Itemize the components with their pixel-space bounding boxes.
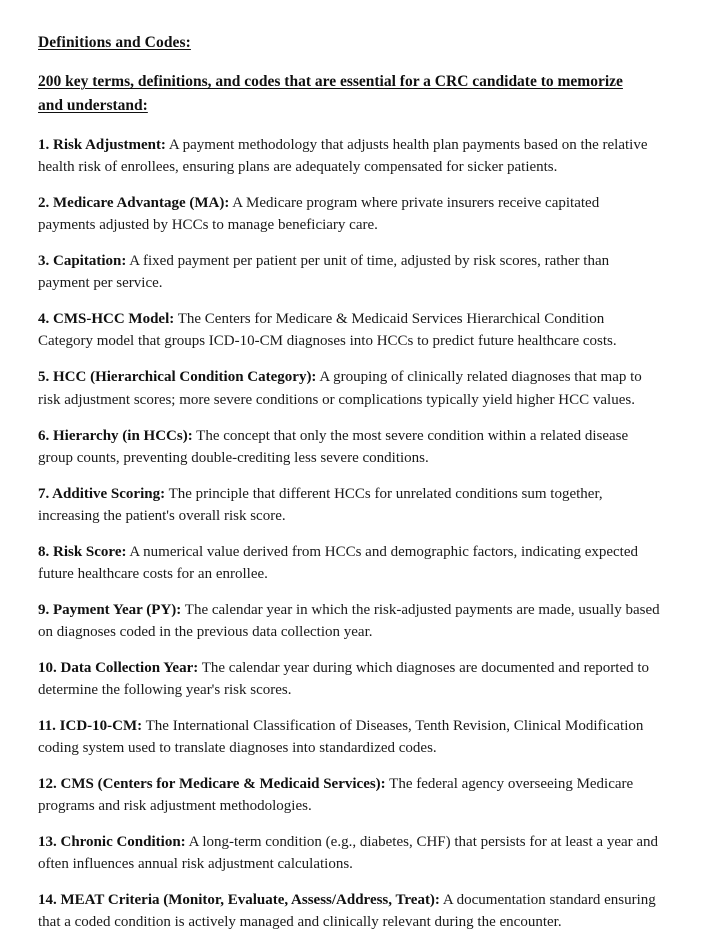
definition-text: The federal agency overseeing Medicare programs and risk adjustment methodologies. (38, 776, 634, 815)
definition-entry (38, 192, 660, 236)
definition-term: 7. Additive Scoring: (38, 485, 166, 502)
page-title (38, 32, 675, 54)
definition-list (38, 134, 675, 933)
definition-text: A numerical value derived from HCCs and demographic factors, indicating expected future healthcare costs for an enrollee. (38, 543, 638, 582)
definition-term: 8. Risk Score: (38, 543, 127, 560)
definition-text: A grouping of clinically related diagnoses that map to risk adjustment scores; more severe conditions or complications typically yield higher HCC values. (38, 369, 642, 408)
definition-text: A long-term condition (e.g., diabetes, CHF) that persists for at least a year and often influences annual risk adjustment calculations. (38, 834, 659, 873)
definition-term: 4. CMS-HCC Model: (38, 311, 175, 328)
page-subtitle (38, 70, 638, 117)
definition-entry (38, 599, 660, 643)
definition-text: A documentation standard ensuring that a coded condition is actively managed and clinically relevant during the encounter. (38, 892, 656, 931)
definition-term: 13. Chronic Condition: (38, 834, 186, 851)
definition-term: 11. ICD-10-CM: (38, 718, 143, 735)
definition-text: The Centers for Medicare & Medicaid Services Hierarchical Condition Category model that groups ICD-10-CM diagnoses into HCCs to predict future healthcare costs. (38, 311, 617, 350)
definition-text: A Medicare program where private insurers receive capitated payments adjusted by HCCs to manage beneficiary care. (38, 195, 600, 234)
definition-text: The calendar year during which diagnoses are documented and reported to determine the following year's risk scores. (38, 659, 650, 698)
definition-term: 6. Hierarchy (in HCCs): (38, 427, 193, 444)
definition-term: 9. Payment Year (PY): (38, 601, 182, 618)
definition-entry (38, 773, 660, 817)
definition-entry (38, 657, 660, 701)
definition-term: 12. CMS (Centers for Medicare & Medicaid Services): (38, 776, 386, 793)
definition-text: The concept that only the most severe condition within a related disease group counts, preventing double-crediting less severe conditions. (38, 427, 629, 466)
definition-entry (38, 541, 660, 585)
definition-term: 1. Risk Adjustment: (38, 137, 166, 154)
definition-text: A payment methodology that adjusts health plan payments based on the relative health risk of enrollees, ensuring plans are adequately compensated for sicker patients. (38, 137, 648, 176)
definition-entry (38, 308, 660, 352)
definition-term: 2. Medicare Advantage (MA): (38, 195, 230, 212)
definition-term: 5. HCC (Hierarchical Condition Category): (38, 369, 317, 386)
definition-entry (38, 483, 660, 527)
definition-entry (38, 134, 660, 178)
definition-entry (38, 250, 660, 294)
definition-entry (38, 425, 660, 469)
definition-text: The calendar year in which the risk-adjusted payments are made, usually based on diagnoses coded in the previous data collection year. (38, 601, 660, 640)
page-subtitle-text: 200 key terms, definitions, and codes that are essential for a CRC candidate to memorize and understand: (38, 73, 623, 114)
definition-text: The International Classification of Diseases, Tenth Revision, Clinical Modification coding system used to translate diagnoses into standardized codes. (38, 718, 644, 757)
definition-entry (38, 366, 660, 410)
definition-term: 10. Data Collection Year: (38, 659, 199, 676)
definition-entry (38, 889, 660, 933)
definition-entry (38, 715, 660, 759)
definition-entry (38, 831, 660, 875)
page-title-text: Definitions and Codes: (38, 34, 191, 51)
definition-text: The principle that different HCCs for unrelated conditions sum together, increasing the patient's overall risk score. (38, 485, 603, 524)
definition-text: A fixed payment per patient per unit of time, adjusted by risk scores, rather than payment per service. (38, 253, 610, 292)
definition-term: 3. Capitation: (38, 253, 127, 270)
definition-term: 14. MEAT Criteria (Monitor, Evaluate, Assess/Address, Treat): (38, 892, 440, 909)
